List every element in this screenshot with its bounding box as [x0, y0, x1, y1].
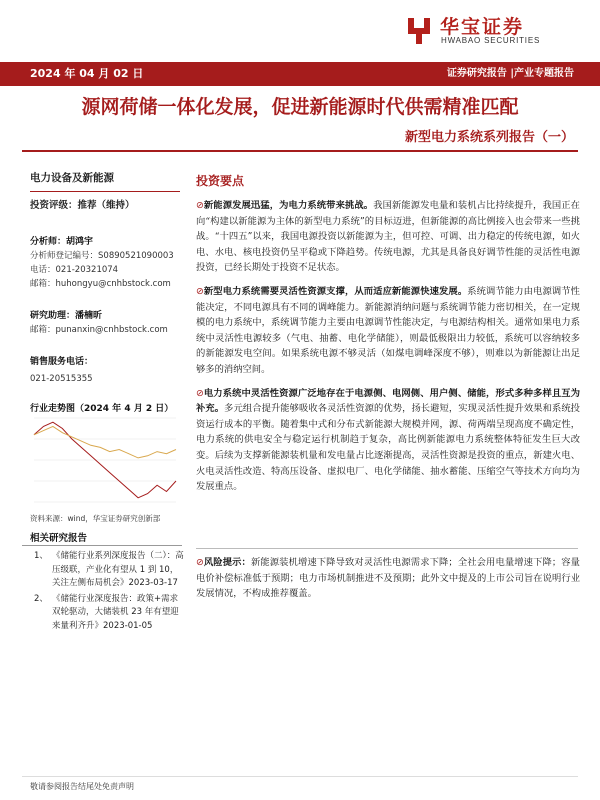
phone-value: 021-20321074 [55, 265, 119, 275]
title-divider [22, 150, 578, 152]
brand-name-en: HWABAO SECURITIES [441, 36, 541, 45]
related-reports-title: 相关研究报告 [30, 533, 88, 544]
phone-label: 电话： [30, 265, 56, 275]
industry-trend-chart [30, 410, 180, 510]
risk-lead: 风险提示： [203, 557, 251, 568]
analyst-name: 胡鸿宇 [66, 237, 94, 247]
footer-divider [22, 776, 578, 777]
brand-logo [404, 12, 572, 48]
report-type: 证券研究报告 |产业专题报告 [446, 68, 574, 79]
rating-value: 推荐（维持） [77, 200, 135, 211]
risk-warning [196, 555, 580, 602]
assistant-name: 潘楠昕 [75, 311, 103, 321]
page-title: 源网荷储一体化发展，促进新能源时代供需精准匹配 [81, 96, 519, 118]
header-bar [0, 62, 600, 86]
research-assistant [30, 309, 175, 323]
disclaimer: 敬请参阅报告结尾处免责声明 [30, 782, 134, 791]
analyst-label: 分析师： [30, 237, 67, 247]
key-point-body: 我国新能源发电量和装机占比持续提升，我国正在向“构建以新能源为主体的新型电力系统”的目标迈进，但新能源的高比例接入也会带来一些挑战。“十四五”以来，我国电源投资以新能源为主，但可控、可调、出力稳定的传统电源，如火电、水电、核电投资仍呈平稳或下降趋势。传统电源，尤其是具备良好调节性能的灵活性电源投资，已经长期处于投资不足状态。 [196, 200, 580, 274]
rating-label: 投资评级： [30, 200, 78, 211]
cert-value: S0890521090003 [98, 251, 174, 261]
assistant-email-value[interactable]: punanxin@cnhbstock.com [55, 325, 168, 335]
bullet-icon: ⊘ [196, 285, 204, 297]
related-report-item[interactable] [30, 550, 185, 591]
trend-chart-svg [30, 410, 180, 510]
assistant-email-label: 邮箱： [30, 325, 56, 335]
analyst-email [30, 277, 175, 291]
key-point-body: 多元组合提升能够吸收各灵活性资源的优势，扬长避短，实现灵活性提升效果和系统投资运行成本的平衡。随着集中式和分布式新能源大规模并网，源、荷两端呈现高度不确定性，电力系统的供电安全与稳定运行机制趋于复杂，高比例新能源电力系统整体特征发生巨大改变。后续为支撑新能源装机量和发电量占比逐渐提高，灵活性资源是投资的重点，新建火电、火电灵活性改造、特高压设备、虚拟电厂、电化学储能、抽水蓄能、压缩空气等技术方向均为发展重点。 [196, 403, 580, 493]
analyst-cert [30, 249, 175, 263]
cert-label: 分析师登记编号： [30, 251, 99, 261]
related-report-item[interactable] [30, 593, 185, 634]
bullet-icon: ⊘ [196, 387, 204, 399]
related-report-number: 1、 [34, 551, 48, 561]
risk-divider [196, 548, 578, 549]
key-points-title: 投资要点 [196, 174, 245, 188]
related-reports-list [30, 550, 185, 635]
page-subtitle: 新型电力系统系列报告（一） [404, 130, 574, 145]
left-sidebar [30, 170, 175, 416]
bullet-icon: ⊘ [196, 200, 204, 211]
bullet-icon: ⊘ [196, 557, 204, 568]
key-point-paragraph [196, 386, 580, 495]
key-point-lead: 新能源发展迅猛，为电力系统带来挑战。 [203, 200, 374, 211]
related-report-text: 《储能行业系列深度报告（二）：高压级联，产业化有望从 1 到 10，关注左侧布局机会》2023-03-17 [52, 551, 184, 588]
brand-name-cn: 华宝证券 [440, 16, 525, 38]
key-point-body: 系统调节能力由电源调节性能决定，不同电源具有不同的调峰能力。新能源消纳问题与系统调节能力密切相关，在一定规模的电力系统中，系统调节能力主要由电源调节性能决定，与电源结构相关。通常如果电力系统中灵活性电源较多（气电、抽蓄、电化学储能），则最低极限出力较低，系统可以容纳较多的新能源发电空间。如果系统电源不够灵活（如煤电调峰深度不够），则难以为新能源让出足够多的消纳空间。 [196, 285, 580, 375]
report-date: 2024 年 04 月 02 日 [30, 67, 144, 80]
analyst-phone [30, 263, 175, 277]
assistant-email [30, 323, 175, 337]
industry-name: 电力设备及新能源 [30, 172, 114, 184]
key-points-section [196, 172, 580, 503]
key-point-lead: 电力系统中灵活性资源广泛地存在于电源侧、电网侧、用户侧、储能，形式多种多样且互为补充。 [196, 387, 580, 415]
assistant-label: 研究助理： [30, 311, 76, 321]
related-divider [22, 545, 182, 546]
email-value[interactable]: huhongyu@cnhbstock.com [55, 279, 171, 289]
related-report-number: 2、 [34, 593, 48, 604]
chart-title: 行业走势图（2024 年 4 月 2 日） [30, 404, 174, 414]
key-point-paragraph [196, 284, 580, 378]
sales-phone: 021-20515355 [30, 374, 93, 384]
industry-divider [30, 191, 180, 192]
related-report-text: 《储能行业深度报告：政策+需求双轮驱动，大储装机 23 年有望迎来量利齐升》2023-01-05 [52, 593, 179, 631]
sales-label: 销售服务电话： [30, 357, 94, 367]
key-point-paragraph [196, 198, 580, 276]
analyst [30, 235, 175, 249]
key-point-lead: 新型电力系统需要灵活性资源支撑，从而适应新能源快速发展。 [203, 285, 468, 297]
chart-series-line [34, 426, 176, 458]
email-label: 邮箱： [30, 279, 56, 289]
risk-body: 新能源装机增速下降导致对灵活性电源需求下降；全社会用电量增速下降；容量电价补偿标准低于预期；电力市场机制推进不及预期；此外文中提及的上市公司旨在说明行业发展情况，不构成推荐覆盖。 [196, 557, 580, 600]
hwabao-logo-icon [404, 14, 434, 46]
chart-source: 资料来源：wind，华宝证券研究创新部 [30, 514, 161, 523]
investment-rating [30, 197, 175, 211]
